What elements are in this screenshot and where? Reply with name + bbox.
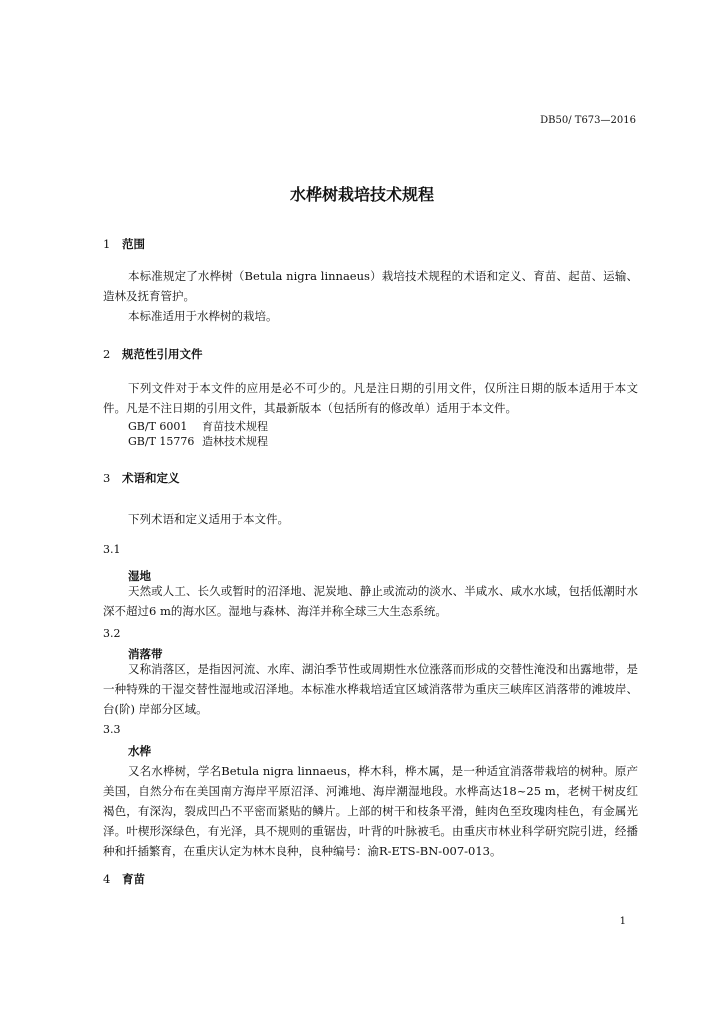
reference-code: GB/T 15776 [128, 435, 195, 448]
reference-item [128, 433, 268, 449]
page-number: 1 [619, 916, 626, 927]
section-number: 4 [103, 872, 111, 886]
term-title: 湿地 [128, 569, 151, 583]
section-1-heading [103, 236, 145, 252]
section-title: 术语和定义 [122, 471, 180, 485]
term-number: 3.1 [103, 543, 121, 556]
reference-name: 造林技术规程 [202, 435, 268, 448]
section-title: 育苗 [122, 872, 145, 886]
document-title: 水桦树栽培技术规程 [289, 185, 434, 204]
section-2-heading [103, 346, 203, 362]
term-definition: 天然或人工、长久或暂时的沼泽地、泥炭地、静止或流动的淡水、半咸水、咸水水域，包括低潮时水深不超过6 m的海水区。湿地与森林、海洋并称全球三大生态系统。 [103, 584, 638, 618]
term-definition: 又称消落区，是指因河流、水库、湖泊季节性或周期性水位涨落而形成的交替性淹没和出露地带，是一种特殊的干湿交替性湿地或沼泽地。本标准水桦栽培适宜区域消落带为重庆三峡库区消落带的滩坡岸、台(阶) 岸部分区域。 [103, 662, 638, 716]
section-2-paragraph-1: 下列文件对于本文件的应用是必不可少的。凡是注日期的引用文件，仅所注日期的版本适用于本文件。凡是不注日期的引用文件，其最新版本（包括所有的修改单）适用于本文件。 [103, 381, 638, 415]
standard-code: DB50/ T673—2016 [540, 115, 636, 126]
section-title: 范围 [122, 237, 145, 251]
reference-name: 育苗技术规程 [202, 420, 268, 433]
reference-code: GB/T 6001 [128, 420, 188, 433]
section-title: 规范性引用文件 [122, 347, 203, 361]
term-number: 3.3 [103, 723, 121, 736]
section-3-paragraph-1: 下列术语和定义适用于本文件。 [128, 512, 289, 526]
section-number: 1 [103, 237, 111, 251]
section-3-heading [103, 470, 180, 486]
term-definition: 又名水桦树，学名Betula nigra linnaeus，桦木科，桦木属，是一种适宜消落带栽培的树种。原产美国，自然分布在美国南方海岸平原沼泽、河滩地、海岸潮湿地段。水桦高达18~25 m，老树干树皮红褐色，有深沟，裂成凹凸不平密而紧贴的鳞片。上部的树干和枝条平滑，鲑肉色至玫瑰肉桂色，有金属光泽。叶楔形深绿色，有光泽，具不规则的重锯齿，叶背的叶脉被毛。由重庆市林业科学研究院引进，经播种和扦插繁育，在重庆认定为林木良种，良种编号：渝R-ETS-BN-007-013。 [103, 764, 638, 858]
term-number: 3.2 [103, 627, 121, 640]
section-number: 2 [103, 347, 111, 361]
term-title: 水桦 [128, 744, 151, 758]
section-1-paragraph-2: 本标准适用于水桦树的栽培。 [128, 309, 278, 323]
section-1-paragraph-1: 本标准规定了水桦树（Betula nigra linnaeus）栽培技术规程的术语和定义、育苗、起苗、运输、造林及抚育管护。 [103, 269, 638, 303]
section-4-heading [103, 871, 145, 887]
section-number: 3 [103, 471, 111, 485]
term-title: 消落带 [128, 647, 163, 661]
reference-item [128, 418, 268, 434]
